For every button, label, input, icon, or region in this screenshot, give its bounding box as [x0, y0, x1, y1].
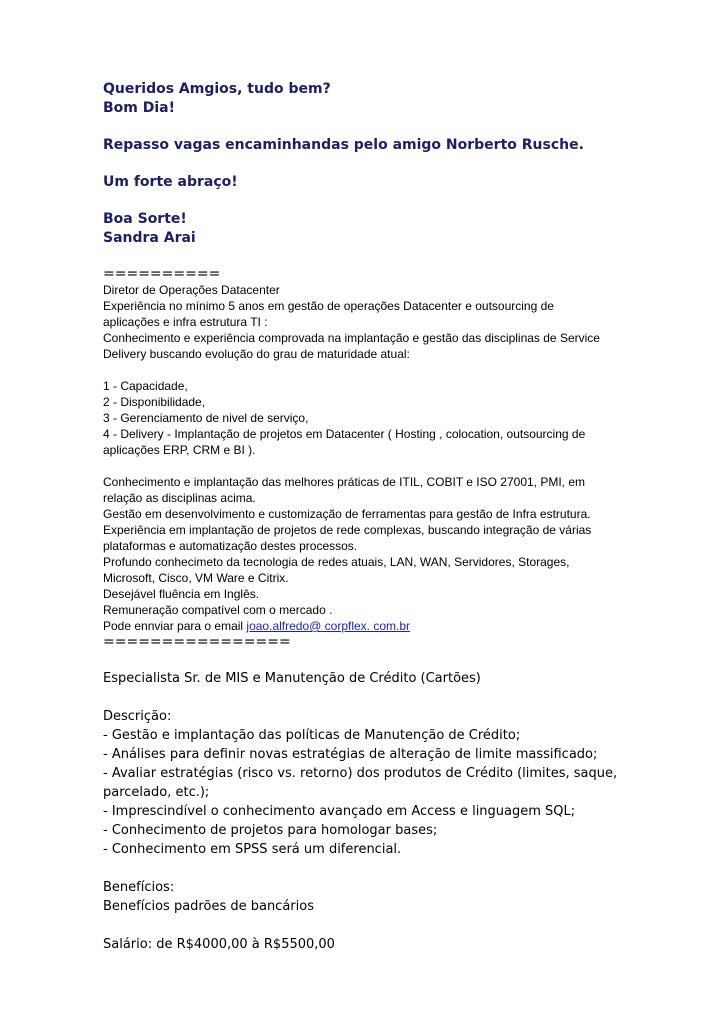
job-2-description-line: - Gestão e implantação das políticas de Manutenção de Crédito;: [103, 728, 521, 743]
document-page: [103, 80, 623, 954]
greeting-line-3: Repasso vagas encaminhandas pelo amigo Norberto Rusche.: [103, 137, 584, 153]
greeting-line-2: Bom Dia!: [103, 100, 176, 116]
job-2-description-line: parcelado, etc.);: [103, 785, 210, 800]
email-link[interactable]: joao.alfredo@ corpflex. com.br: [246, 619, 411, 633]
job-2-description-line: - Conhecimento de projetos para homologar bases;: [103, 823, 438, 838]
job-2-description-line: - Avaliar estratégias (risco vs. retorno) dos produtos de Crédito (limites, saque,: [103, 766, 618, 781]
greeting-line-1: Queridos Amgios, tudo bem?: [103, 81, 331, 97]
job-1-line: Microsoft, Cisco, VM Ware e Citrix.: [103, 571, 289, 585]
greeting-line-6: Sandra Arai: [103, 230, 196, 246]
job-1-line: relação as disciplinas acima.: [103, 491, 256, 505]
job-2-description-line: - Análises para definir novas estratégias de alteração de limite massificado;: [103, 747, 598, 762]
job-1-title: Diretor de Operações Datacenter: [103, 283, 280, 297]
greeting-line-4: Um forte abraço!: [103, 174, 238, 190]
greeting-line-5: Boa Sorte!: [103, 211, 187, 227]
job-1-line: Experiência no mínimo 5 anos em gestão de operações Datacenter e outsourcing de: [103, 299, 554, 313]
job-1-list-item: aplicações ERP, CRM e BI ).: [103, 443, 256, 457]
job-2-description-label: Descrição:: [103, 709, 172, 724]
job-2-benefits: Benefícios padrões de bancários: [103, 899, 314, 914]
separator-2: ================: [103, 634, 291, 650]
job-2-salary: Salário: de R$4000,00 à R$5500,00: [103, 937, 335, 952]
job-2-benefits-label: Benefícios:: [103, 880, 175, 895]
job-1-line: Desejável fluência em Inglês.: [103, 587, 260, 601]
job-2-description-line: - Imprescindível o conhecimento avançado em Access e linguagem SQL;: [103, 804, 576, 819]
job-1-line: Profundo conhecimeto da tecnologia de redes atuais, LAN, WAN, Servidores, Storages,: [103, 555, 570, 569]
job-2-section: [103, 669, 623, 954]
job-1-section: [103, 282, 623, 634]
job-1-line: Delivery buscando evolução do grau de maturidade atual:: [103, 347, 410, 361]
job-2-title: Especialista Sr. de MIS e Manutenção de Crédito (Cartões): [103, 671, 481, 686]
job-1-line: aplicações e infra estrutura TI :: [103, 315, 268, 329]
separator-1: ==========: [103, 266, 221, 282]
job-1-line: Remuneração compatível com o mercado .: [103, 603, 333, 617]
job-1-email-line: [103, 618, 623, 634]
job-1-list-item: 1 - Capacidade,: [103, 379, 188, 393]
job-1-line: Experiência em implantação de projetos de rede complexas, buscando integração de várias: [103, 523, 592, 537]
job-1-line: Conhecimento e experiência comprovada na implantação e gestão das disciplinas de Service: [103, 331, 600, 345]
job-1-list-item: 3 - Gerenciamento de nivel de serviço,: [103, 411, 309, 425]
job-1-line: Conhecimento e implantação das melhores práticas de ITIL, COBIT e ISO 27001, PMI, em: [103, 475, 586, 489]
job-1-list-item: 2 - Disponibilidade,: [103, 395, 206, 409]
job-1-line: plataformas e automatização destes processos.: [103, 539, 358, 553]
email-prefix: Pode ennviar para o email: [103, 619, 247, 633]
job-1-list-item: 4 - Delivery - Implantação de projetos em Datacenter ( Hosting , colocation, outsourcing de: [103, 427, 586, 441]
job-2-description-line: - Conhecimento em SPSS será um diferencial.: [103, 842, 402, 857]
job-1-line: Gestão em desenvolvimento e customização de ferramentas para gestão de Infra estrutura.: [103, 507, 591, 521]
